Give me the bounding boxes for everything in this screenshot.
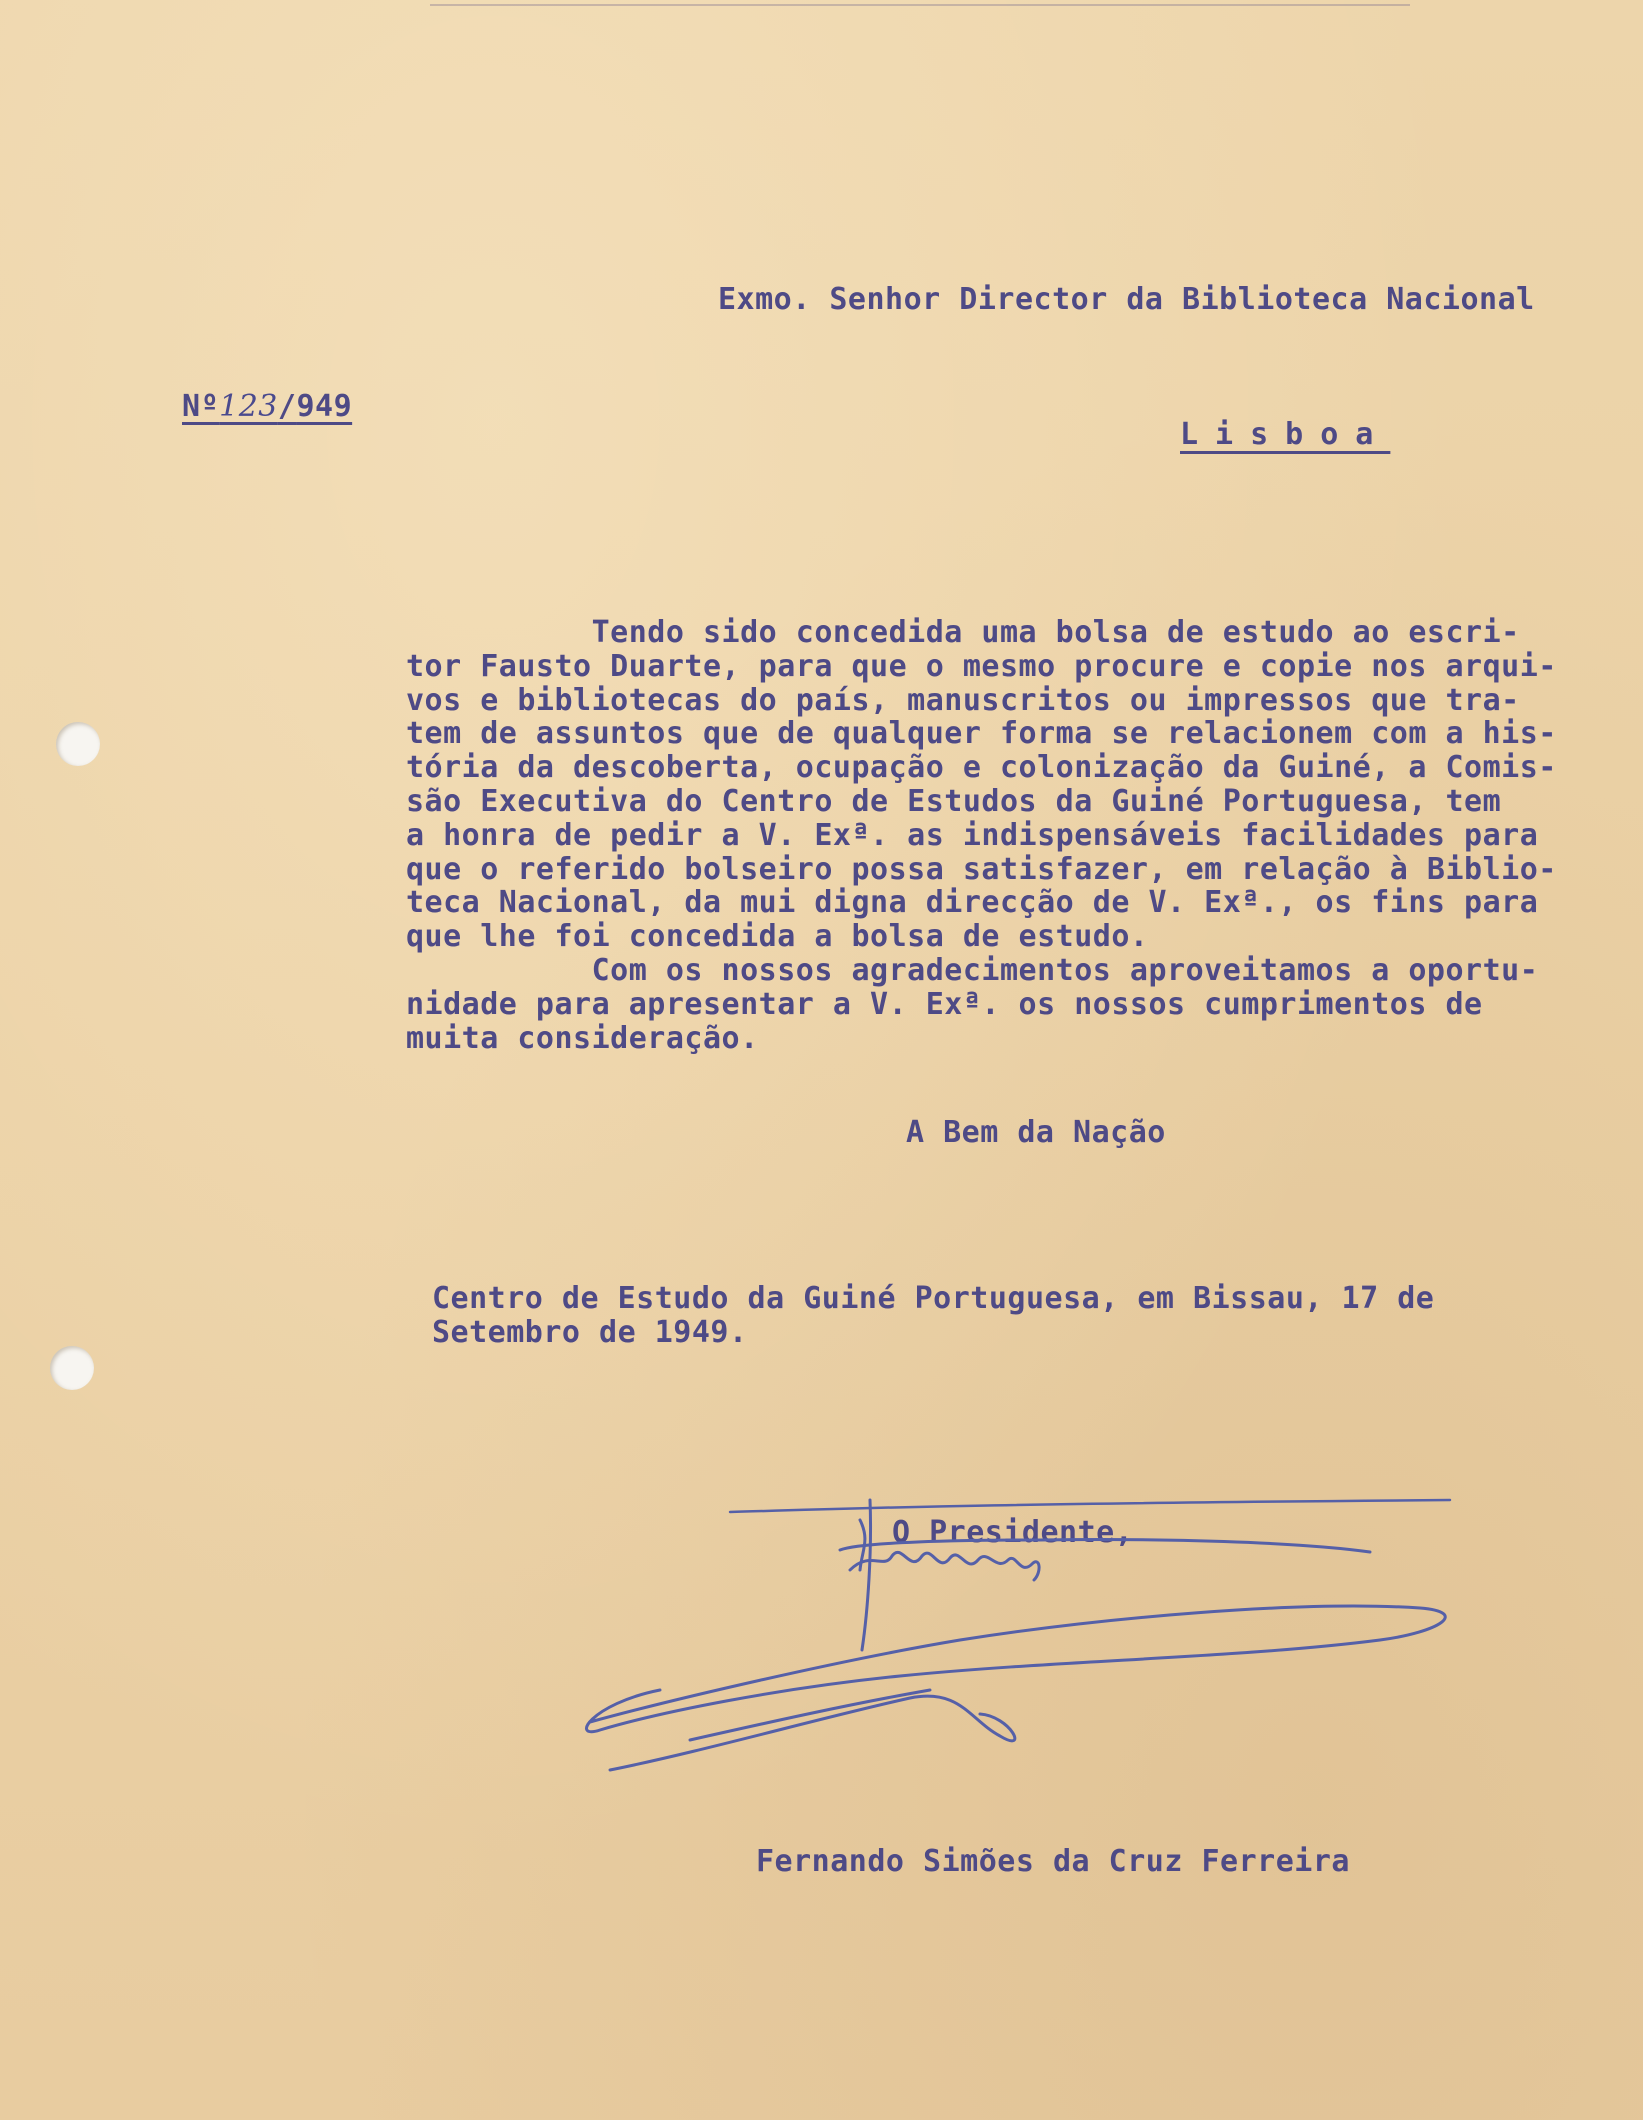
place-date-line: Centro de Estudo da Guiné Portuguesa, em Bissau, 17 de	[432, 1281, 1435, 1316]
reference-number-handwritten: 123	[219, 389, 278, 424]
body-line: tória da descoberta, ocupação e colonização da Guiné, a Comis-	[406, 750, 1557, 786]
reference-number	[182, 390, 352, 424]
reference-separator: /	[277, 389, 297, 424]
punch-hole-bottom	[50, 1346, 94, 1390]
place-date-line: Setembro de 1949.	[432, 1315, 748, 1350]
city-heading: Lisboa	[1180, 417, 1391, 452]
signatory-title: O Presidente,	[892, 1515, 1134, 1550]
addressee-line: Exmo. Senhor Director da Biblioteca Nacional	[718, 282, 1535, 317]
closing-formula: A Bem da Nação	[906, 1115, 1166, 1150]
body-line: a honra de pedir a V. Exª. as indispensáveis facilidades para	[406, 817, 1539, 853]
body-line: tem de assuntos que de qualquer forma se relacionem com a his-	[406, 716, 1557, 752]
reference-prefix: Nº	[182, 389, 220, 424]
body-line: que o referido bolseiro possa satisfazer, em relação à Biblio-	[406, 851, 1557, 887]
handwritten-signature	[540, 1490, 1480, 1790]
place-and-date	[432, 1282, 1434, 1350]
reference-year: 949	[296, 389, 353, 424]
body-line: teca Nacional, da mui digna direcção de V. Exª., os fins para	[406, 885, 1539, 921]
body-line: nidade para apresentar a V. Exª. os nossos cumprimentos de	[406, 986, 1483, 1022]
body-line: vos e bibliotecas do país, manuscritos ou impressos que tra-	[406, 682, 1520, 718]
body-line: que lhe foi concedida a bolsa de estudo.	[406, 919, 1149, 955]
body-line: Com os nossos agradecimentos aproveitamos a oportu-	[406, 952, 1539, 988]
body-line: muita consideração.	[406, 1020, 759, 1056]
body-line: são Executiva do Centro de Estudos da Guiné Portuguesa, tem	[406, 783, 1502, 819]
body-line: tor Fausto Duarte, para que o mesmo procure e copie nos arqui-	[406, 648, 1557, 684]
punch-hole-top	[56, 722, 100, 766]
top-edge-line	[430, 4, 1410, 6]
body-line: Tendo sido concedida uma bolsa de estudo ao escri-	[406, 615, 1520, 650]
signatory-name: Fernando Simões da Cruz Ferreira	[756, 1844, 1350, 1879]
letter-body	[406, 616, 1557, 1055]
